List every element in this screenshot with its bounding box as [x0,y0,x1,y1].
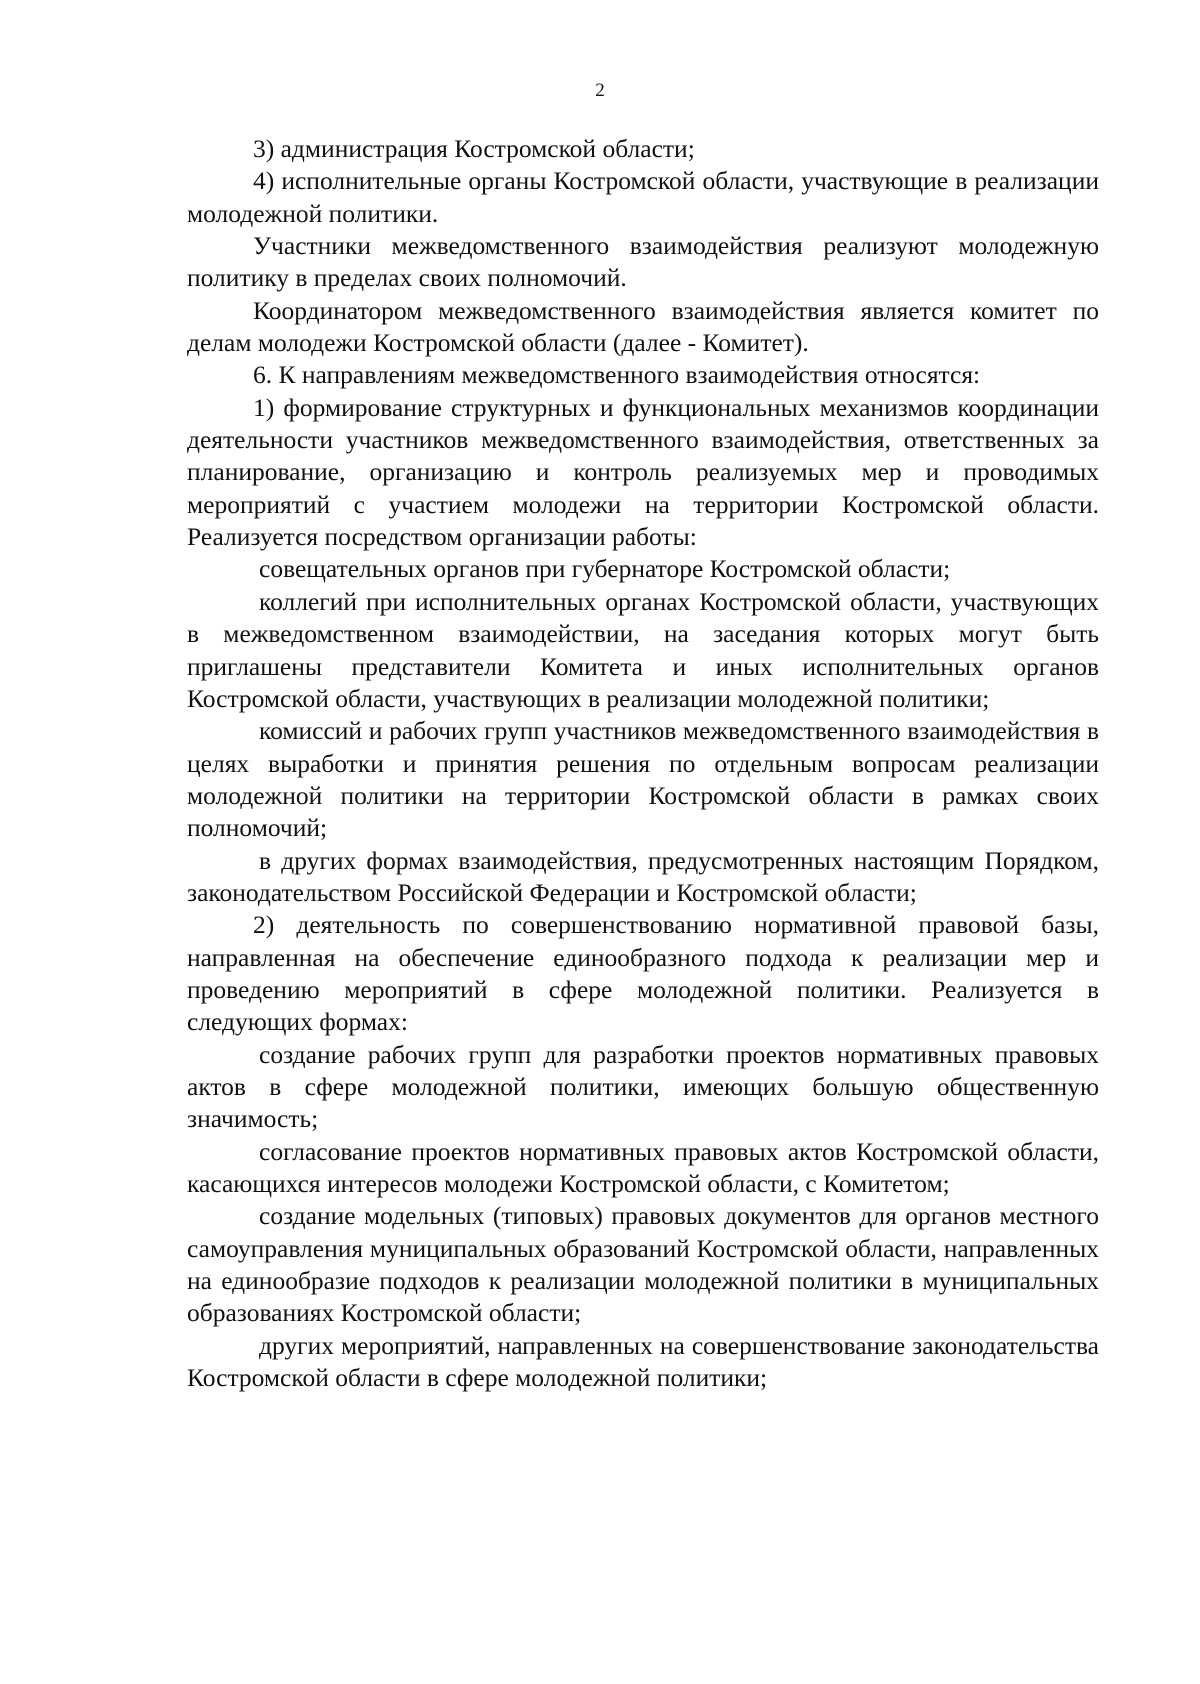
paragraph-section-6: 6. К направлениям межведомственного взаимодействия относятся: [253,360,981,390]
paragraph-commissions: комиссий и рабочих групп участников межведомственного взаимодействия в целях выработки и принятия решения по отдельным вопросам реализации молодежной политики на территории Костромской области в рамках своих полномочий; [187,716,1099,843]
paragraph-collegia: коллегий при исполнительных органах Костромской области, участвующих в межведомственном взаимодействии, на заседания которых могут быть приглашены представители Комитета и иных исполнительных органов Костромской области, участвующих в реализации молодежной политики; [187,586,1099,713]
paragraph-direction-1: 1) формирование структурных и функциональных механизмов координации деятельности участников межведомственного взаимодействия, ответственных за планирование, организацию и контроль реализуемых мер и проводимых мероприятий с участием молодежи на территории Костромской области. Реализуется посредством организации работы: [187,392,1099,552]
paragraph-item-3: 3) администрация Костромской области; [253,134,695,163]
paragraph-direction-2: 2) деятельность по совершенствованию нормативной правовой базы, направленная на обеспечение единообразного подхода к реализации мер и проведению мероприятий в сфере молодежной политики. Реализуется в следующих формах: [187,910,1099,1037]
paragraph-participants: Участники межведомственного взаимодействия реализуют молодежную политику в пределах своих полномочий. [187,231,1099,293]
paragraph-model-documents: создание модельных (типовых) правовых документов для органов местного самоуправления муниципальных образований Костромской области, направленных на единообразие подходов к реализации молодежной политики в муниципальных образованиях Костромской области; [187,1201,1099,1328]
paragraph-approval: согласование проектов нормативных правовых актов Костромской области, касающихся интересов молодежи Костромской области, с Комитетом; [187,1136,1099,1198]
paragraph-item-4: 4) исполнительные органы Костромской области, участвующие в реализации молодежной политики. [187,166,1099,228]
paragraph-coordinator: Координатором межведомственного взаимодействия является комитет по делам молодежи Костромской области (далее - Комитет). [187,295,1099,358]
paragraph-other-measures: других мероприятий, направленных на совершенствование законодательства Костромской области в сфере молодежной политики; [187,1330,1099,1393]
page-number: 2 [595,80,605,101]
paragraph-other-forms: в других формах взаимодействия, предусмотренных настоящим Порядком, законодательством Российской Федерации и Костромской области; [187,845,1099,907]
paragraph-councils: совещательных органов при губернаторе Костромской области; [259,554,951,584]
paragraph-working-groups: создание рабочих групп для разработки проектов нормативных правовых актов в сфере молодежной политики, имеющих большую общественную значимость; [187,1039,1099,1134]
document-body [187,133,1099,1394]
